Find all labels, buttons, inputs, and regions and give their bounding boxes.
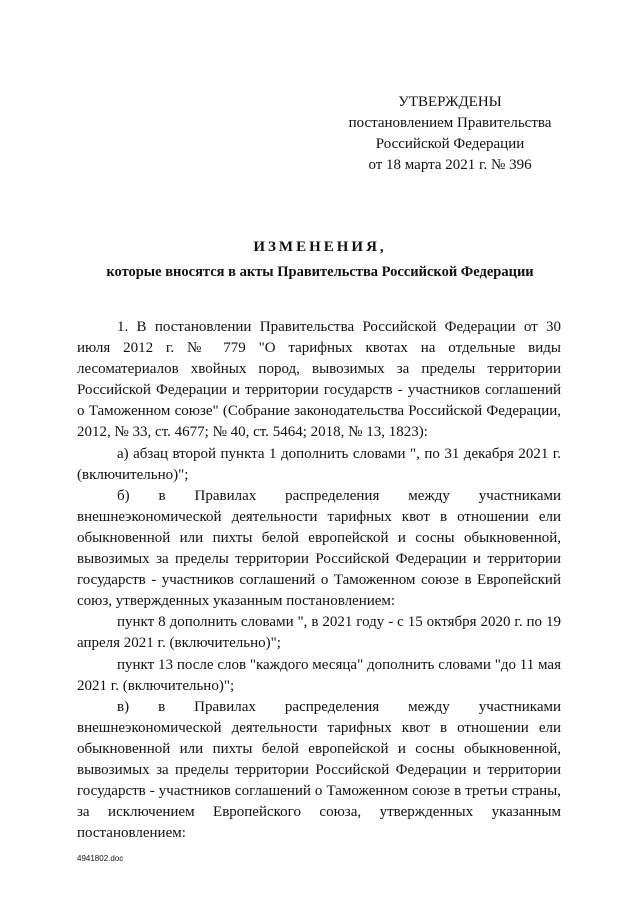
approval-authority: Российской Федерации bbox=[375, 136, 525, 152]
document-body bbox=[77, 317, 561, 844]
approval-date-number: от 18 марта 2021 г. № 396 bbox=[368, 157, 532, 173]
paragraph-point-8: пункт 8 дополнить словами ", в 2021 году - с 15 октября 2020 г. по 19 апреля 2021 г. (включительно)"; bbox=[77, 614, 561, 652]
document-title: ИЗМЕНЕНИЯ, bbox=[253, 239, 387, 255]
paragraph-1: 1. В постановлении Правительства Российской Федерации от 30 июля 2012 г. № 779 "О тарифных квотах на отдельные виды лесоматериалов хвойных пород, вывозимых за пределы территории Российской Федерации и территории государств - участников соглашений о Таможенном союзе" (Собрание законодательства Российской Федерации, 2012, № 33, ст. 4677; № 40, ст. 5464; 2018, № 13, 1823): bbox=[77, 319, 561, 441]
paragraph-point-13: пункт 13 после слов "каждого месяца" дополнить словами "до 11 мая 2021 г. (включительно)"; bbox=[77, 656, 561, 694]
paragraph-c: в) в Правилах распределения между участниками внешнеэкономической деятельности тарифных квот в отношении ели обыкновенной или пихты белой европейской и сосны обыкновенной, вывозимых за пределы территории Российской Федерации и территории государств - участников соглашений о Таможенном союзе в третьи страны, за исключением Европейского союза, утвержденных указанным постановлением: bbox=[77, 698, 561, 842]
approval-stamp: УТВЕРЖДЕНЫ bbox=[398, 94, 502, 110]
approval-block bbox=[330, 92, 570, 176]
paragraph-a: а) абзац второй пункта 1 дополнить словами ", по 31 декабря 2021 г. (включительно)"; bbox=[77, 445, 561, 483]
file-name-footer: 4941802.doc bbox=[77, 854, 124, 863]
approval-by-resolution: постановлением Правительства bbox=[348, 115, 552, 131]
paragraph-b: б) в Правилах распределения между участниками внешнеэкономической деятельности тарифных квот в отношении ели обыкновенной или пихты белой европейской и сосны обыкновенной, вывозимых за пределы территории Российской Федерации и территории государств - участников соглашений о Таможенном союзе в Европейский союз, утвержденных указанным постановлением: bbox=[77, 487, 561, 610]
document-subtitle: которые вносятся в акты Правительства Российской Федерации bbox=[106, 264, 534, 280]
